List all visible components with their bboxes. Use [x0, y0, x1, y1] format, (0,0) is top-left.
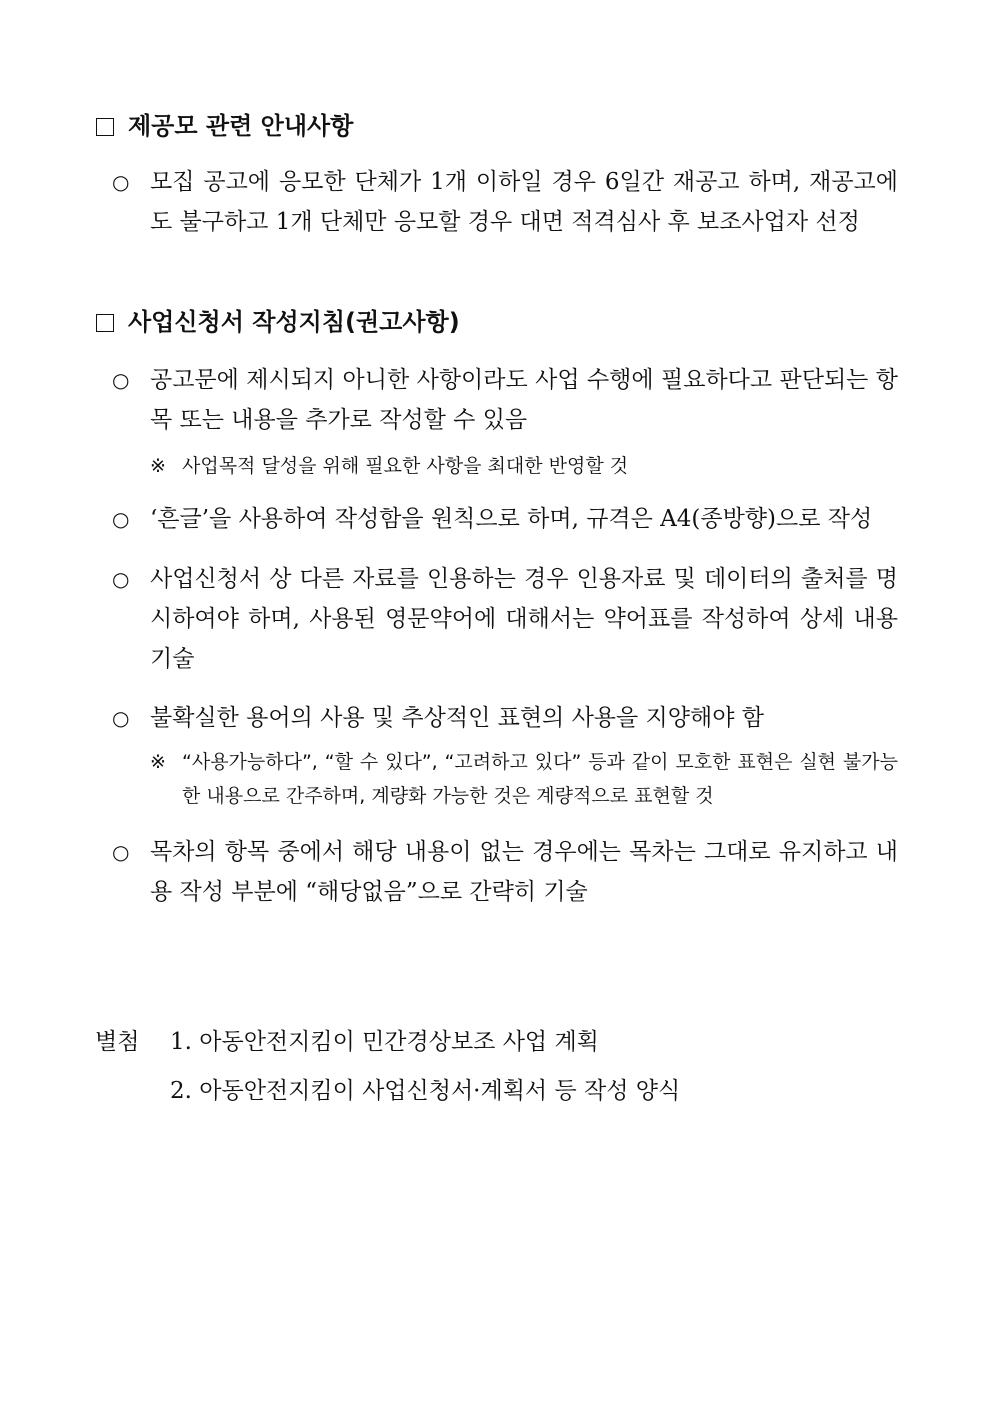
list-item [112, 499, 898, 539]
note-text: 사업목적 달성을 위해 필요한 사항을 최대한 반영할 것 [182, 455, 629, 477]
item-note [150, 745, 898, 813]
checkbox-square-icon [96, 314, 114, 332]
item-text: 불확실한 용어의 사용 및 추상적인 표현의 사용을 지양해야 함 [150, 705, 764, 731]
reference-mark-icon: ※ [150, 751, 166, 773]
list-item [112, 360, 898, 440]
attachment-label: 별첨 [95, 1029, 140, 1055]
section-heading-2 [96, 304, 460, 340]
item-text: 공고문에 제시되지 아니한 사항이라도 사업 수행에 필요하다고 판단되는 항목 또는 내용을 추가로 작성할 수 있음 [150, 367, 898, 433]
reference-mark-icon: ※ [150, 455, 166, 477]
attachment-item-1: 1. 아동안전지킴이 민간경상보조 사업 계획 [170, 1029, 599, 1055]
circle-bullet-icon: ○ [112, 706, 130, 730]
section-heading-text: 제공모 관련 안내사항 [128, 112, 354, 140]
circle-bullet-icon: ○ [112, 170, 130, 194]
section-heading-text: 사업신청서 작성지침(권고사항) [128, 308, 460, 336]
list-item [112, 559, 898, 679]
list-item [112, 832, 898, 912]
item-note [150, 449, 898, 483]
circle-bullet-icon: ○ [112, 840, 130, 864]
circle-bullet-icon: ○ [112, 368, 130, 392]
item-text: 모집 공고에 응모한 단체가 1개 이하일 경우 6일간 재공고 하며, 재공고에도 불구하고 1개 단체만 응모할 경우 대면 적격심사 후 보조사업자 선정 [150, 169, 898, 235]
note-text: “사용가능하다”, “할 수 있다”, “고려하고 있다” 등과 같이 모호한 표현은 실현 불가능한 내용으로 간주하며, 계량화 가능한 것은 계량적으로 표현할 것 [182, 751, 898, 807]
circle-bullet-icon: ○ [112, 507, 130, 531]
checkbox-square-icon [96, 118, 114, 136]
circle-bullet-icon: ○ [112, 567, 130, 591]
item-text: 목차의 항목 중에서 해당 내용이 없는 경우에는 목차는 그대로 유지하고 내용 작성 부분에 “해당없음”으로 간략히 기술 [150, 839, 898, 905]
item-text: 사업신청서 상 다른 자료를 인용하는 경우 인용자료 및 데이터의 출처를 명시하여야 하며, 사용된 영문약어에 대해서는 약어표를 작성하여 상세 내용 기술 [150, 566, 898, 672]
list-item [112, 698, 898, 738]
item-text: ‘흔글’을 사용하여 작성함을 원칙으로 하며, 규격은 A4(종방향)으로 작성 [150, 506, 873, 532]
section-heading-1 [96, 108, 353, 144]
list-item [112, 162, 898, 242]
attachment-item-2: 2. 아동안전지킴이 사업신청서·계획서 등 작성 양식 [170, 1078, 681, 1104]
